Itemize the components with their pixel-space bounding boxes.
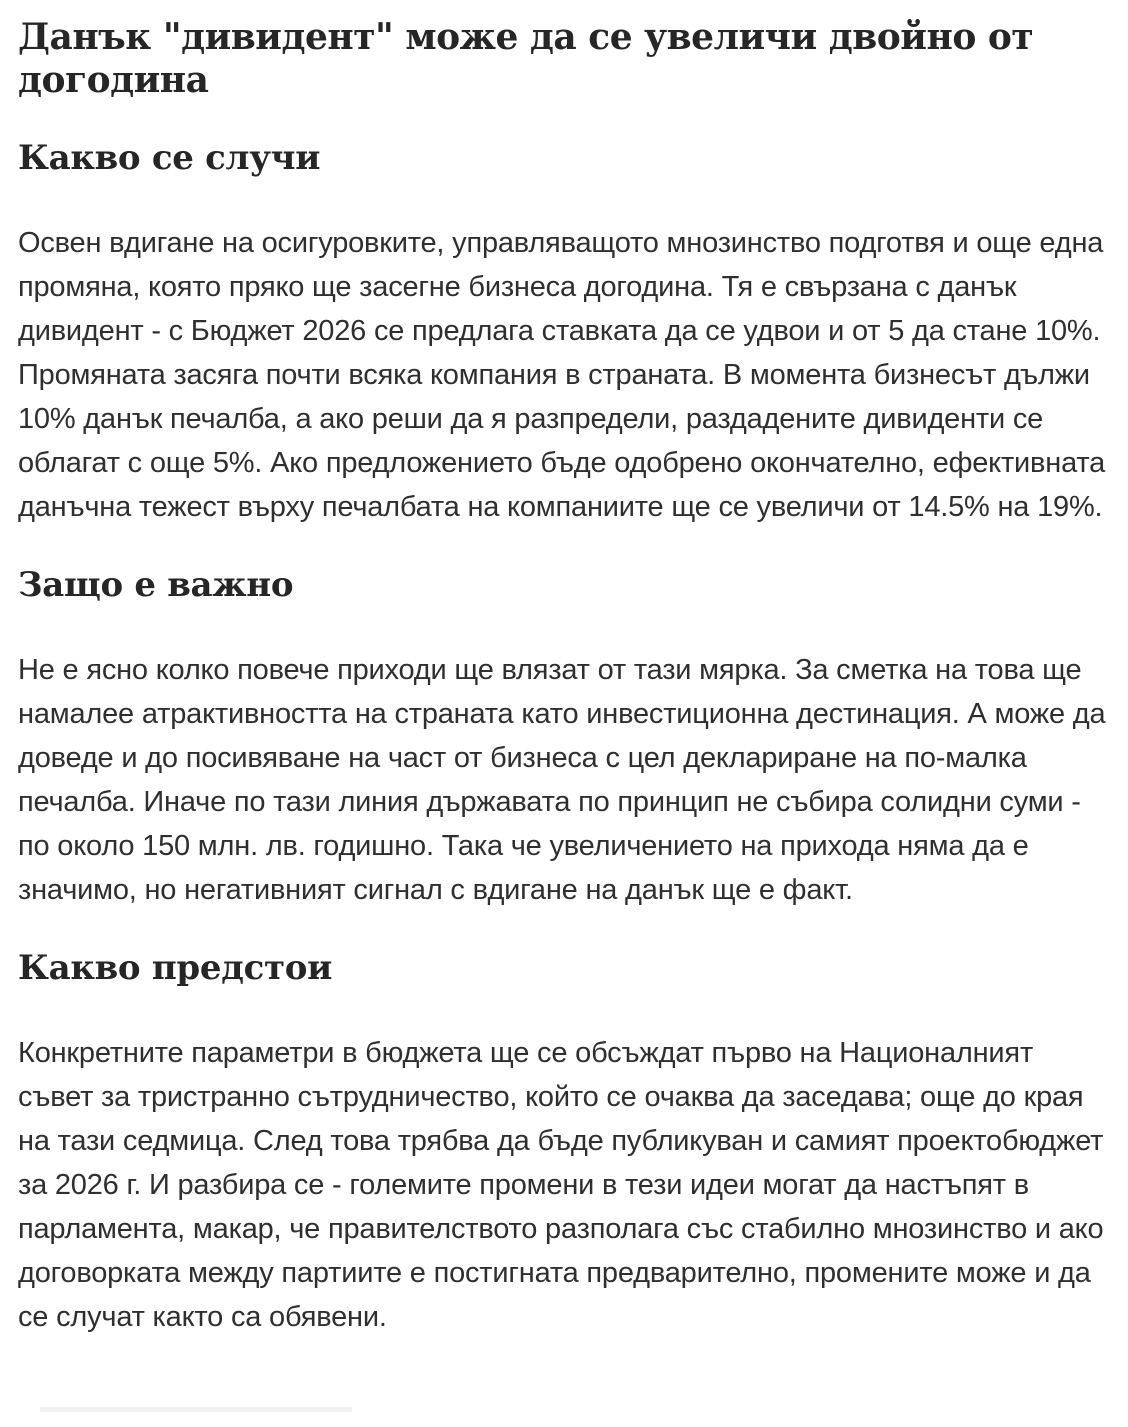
section-heading-what-next: Какво предстои <box>18 947 333 988</box>
paragraph-what-next: Конкретните параметри в бюджета ще се обсъждат първо на Националният съвет за тристранно сътрудничество, който се очаква да заседава; още до края на тази седмица. След това трябва да бъде публикуван и самият проектобюджет за 2026 г. И разбира се - големите промени в тези идеи могат да настъпят в парламента, макар, че правителството разполага със стабилно мнозинство и ако договорката между партиите е постигната предварително, промените може и да се случат както са обявени. <box>18 1036 1104 1333</box>
paragraph-why-important: Не е ясно колко повече приходи ще влязат от тази мярка. За сметка на това ще намалее атрактивността на страната като инвестиционна дестинация. А може да доведе и до посивяване на част от бизнеса с цел деклариране на по-малка печалба. Иначе по тази линия държавата по принцип не събира солидни суми - по около 150 млн. лв. годишно. Така че увеличението на прихода няма да е значимо, но негативният сигнал с вдигане на данък ще е факт. <box>18 653 1106 906</box>
section-heading-why-important: Защо е важно <box>18 565 294 606</box>
article-title: Данък "дивидент" може да се увеличи двойно от догодина <box>18 16 1034 102</box>
section-heading-what-happened: Какво се случи <box>18 138 321 179</box>
paragraph-what-happened: Освен вдигане на осигуровките, управляващото мнозинство подготвя и още една промяна, която пряко ще засегне бизнеса догодина. Тя е свързана с данък дивидент - с Бюджет 2026 се предлага ставката да се удвои и от 5 да стане 10%. Промяната засяга почти всяка компания в страната. В момента бизнесът дължи 10% данък печалба, а ако реши да я разпредели, раздадените дивиденти се облагат с още 5%. Ако предложението бъде одобрено окончателно, ефективната данъчна тежест върху печалбата на компаниите ще се увеличи от 14.5% на 19%. <box>18 227 1106 524</box>
cutoff-next-line-fragment <box>40 1407 352 1412</box>
